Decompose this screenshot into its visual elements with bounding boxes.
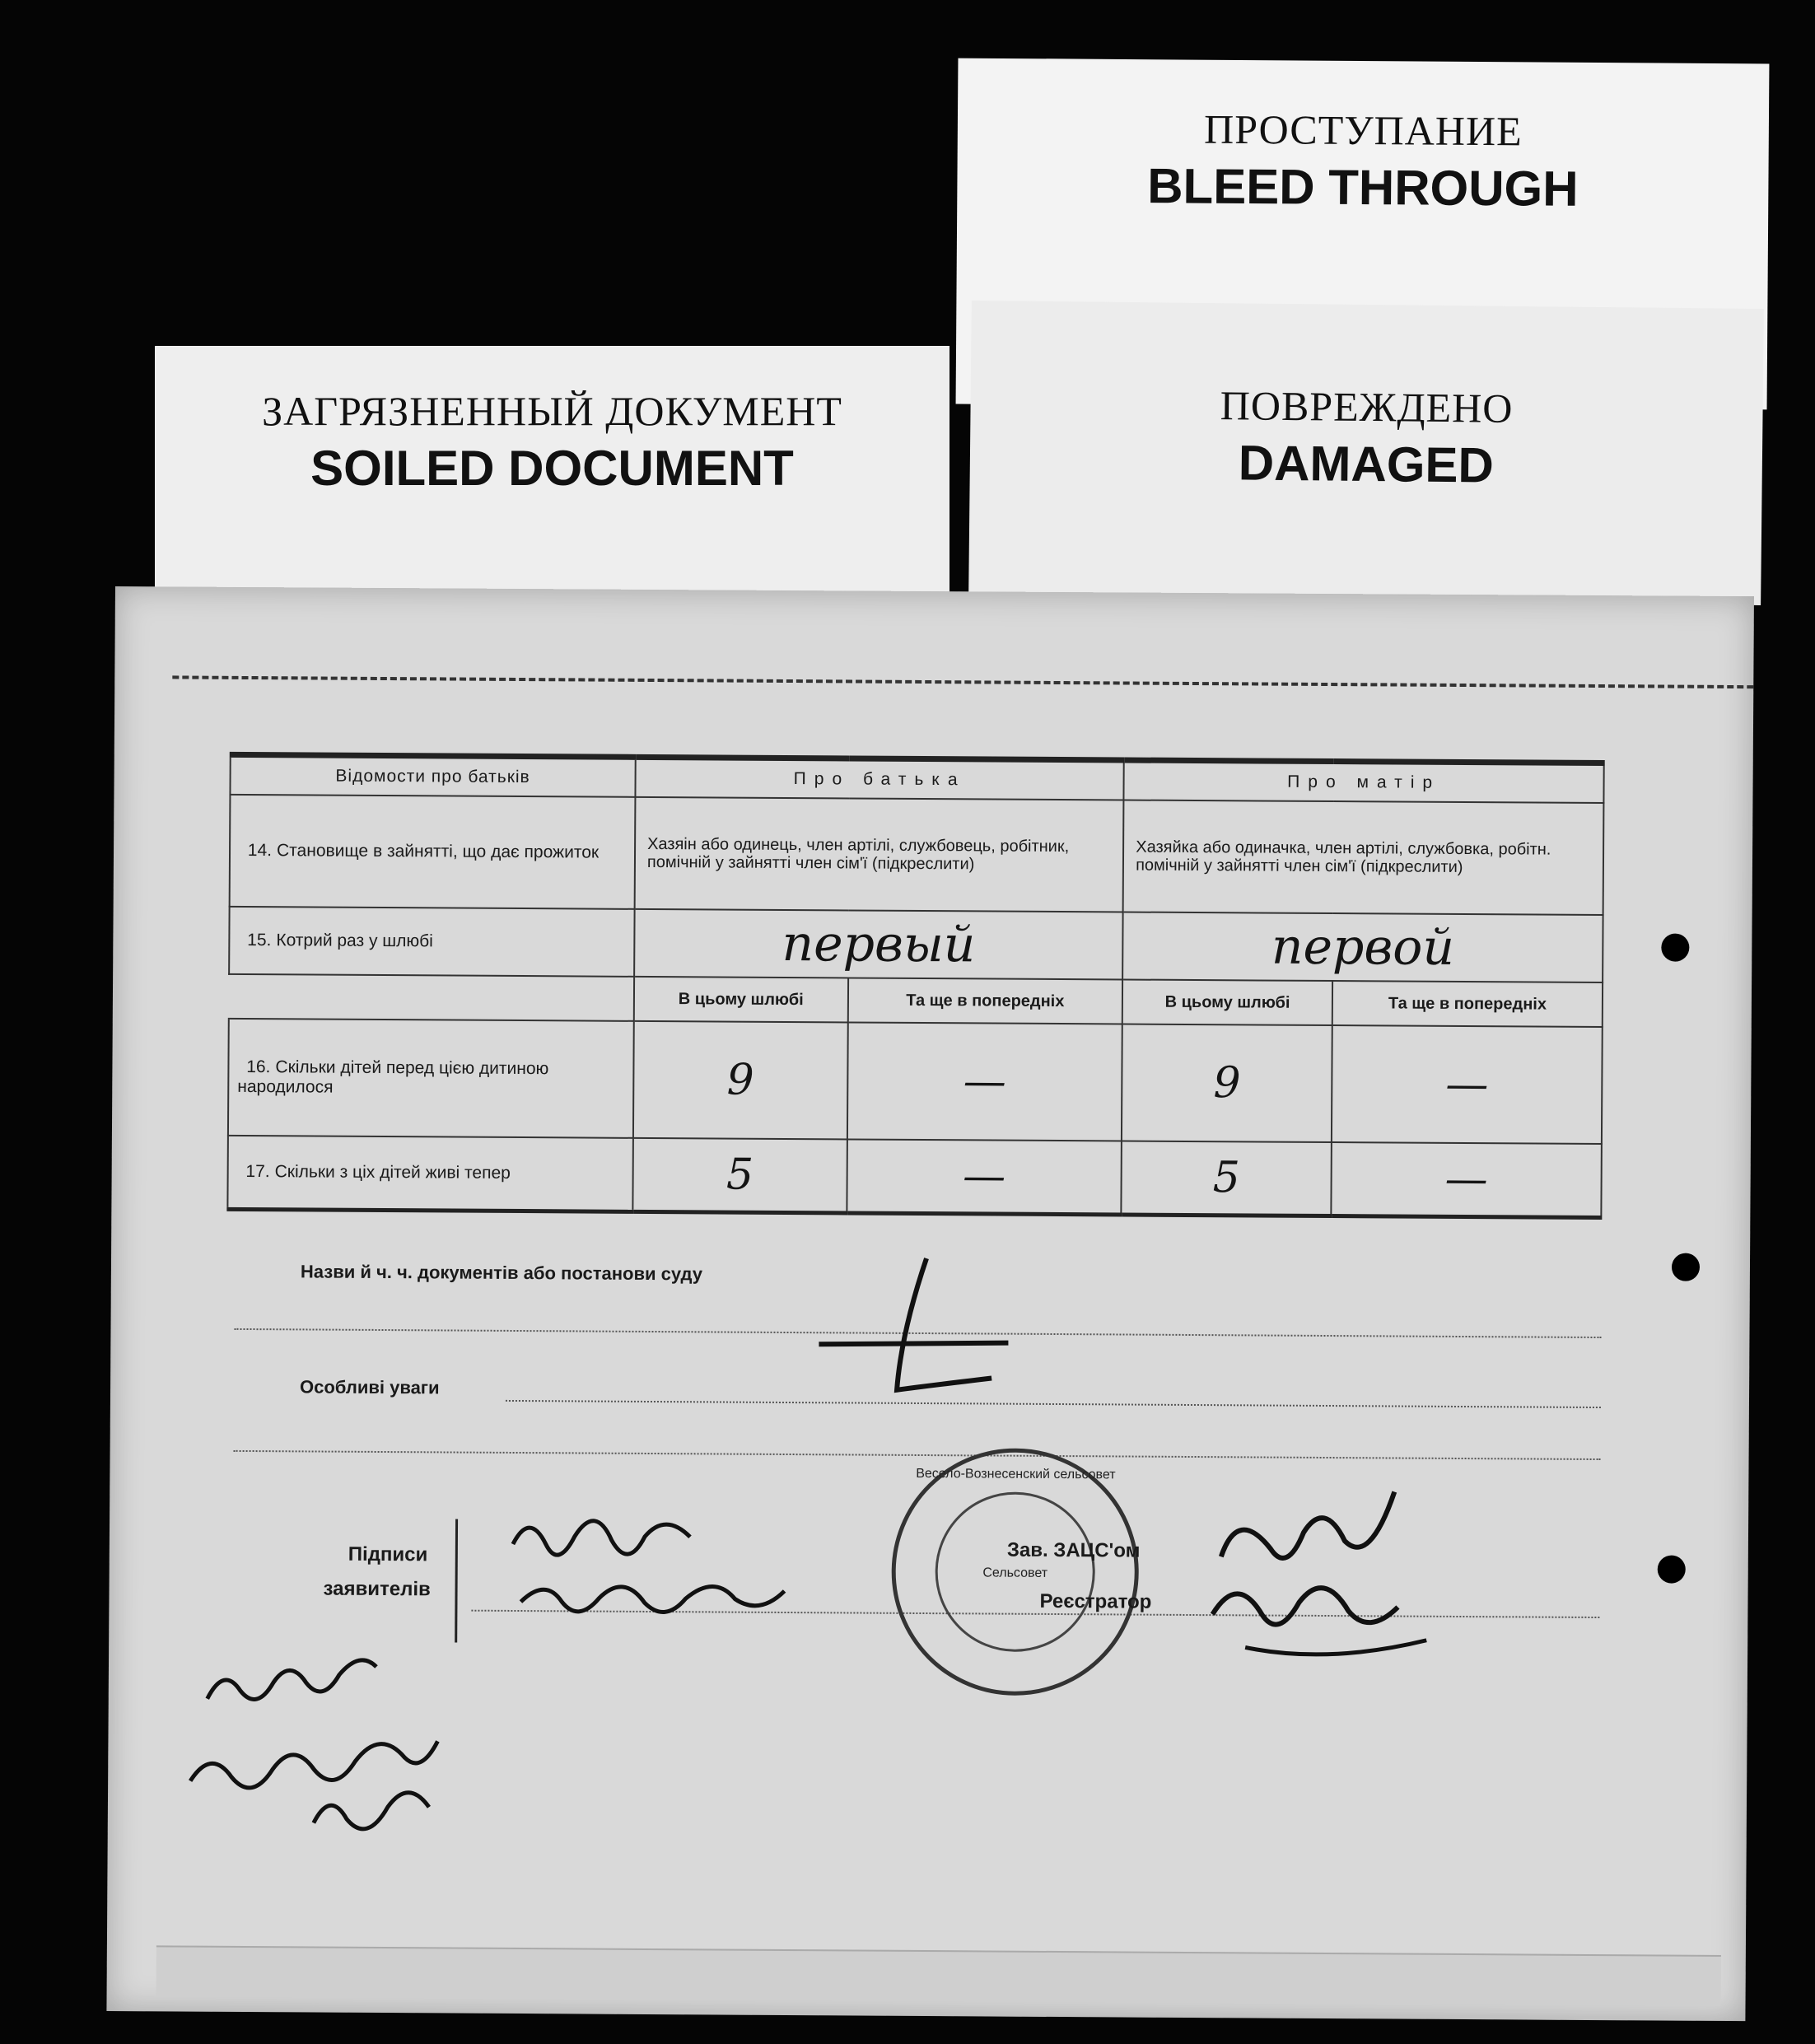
documents-handwriting-dash (802, 1233, 1017, 1416)
verification-note-handwriting (157, 1608, 505, 1849)
row17-mother-prev: — (1444, 1154, 1488, 1205)
damaged-en: DAMAGED (1238, 435, 1495, 493)
header-father: Про батька (635, 757, 1123, 800)
row15-mother (1122, 912, 1603, 982)
row17-mother-this: 5 (1212, 1153, 1240, 1203)
bleed-through-en: BLEED THROUGH (1146, 158, 1579, 217)
table-row (229, 907, 1603, 982)
soiled-document-ru: ЗАГРЯЗНЕННЫЙ ДОКУМЕНТ (262, 388, 842, 434)
official-signatures (1196, 1482, 1444, 1698)
stamp-outer-text: Весело-Вознесенский сельсовет (916, 1466, 1116, 1482)
official-stamp (891, 1448, 1140, 1696)
table-row (227, 1136, 1602, 1218)
signatures-label-1: Підписи (348, 1542, 428, 1566)
damaged-card (968, 301, 1764, 605)
row16-mother-this: 9 (1213, 1058, 1241, 1108)
documents-label: Назви й ч. ч. документів або постанови суду (300, 1261, 703, 1285)
table-row (228, 1019, 1603, 1144)
page-bottom-edge (156, 1945, 1721, 2006)
row16-label: 16. Скільки дітей перед цією дитиною народилося (228, 1019, 634, 1138)
row17-father-this: 5 (726, 1150, 754, 1200)
punch-hole (1658, 1555, 1686, 1583)
damaged-ru: ПОВРЕЖДЕНО (1220, 382, 1514, 432)
punch-hole (1672, 1253, 1700, 1281)
sub-mother-this: В цьому шлюбі (1122, 979, 1332, 1025)
head-of-registry-label: Зав. ЗАЦС'ом (1006, 1538, 1141, 1562)
sub-mother-prev: Та ще в попередніх (1332, 981, 1603, 1027)
row14-father: Хазяін або одинець, член артілі, службовець, робітник, помічній у зайнятті член сім'ї (підкреслити) (635, 797, 1124, 912)
row17-label: 17. Скільки з ціх дітей живі тепер (227, 1136, 633, 1212)
signatures-label-2: заявителів (323, 1577, 431, 1601)
table-row (230, 795, 1604, 915)
row15-father (634, 909, 1123, 980)
applicant-signatures (496, 1495, 892, 1645)
punch-hole (1661, 933, 1689, 961)
row16-father-prev: — (963, 1057, 1006, 1107)
sub-father-this: В цьому шлюбі (634, 977, 848, 1023)
row15-mother-handwriting: первой (1271, 917, 1455, 977)
parents-info-table (226, 752, 1604, 1220)
row14-mother: Хазяйка або одиначка, член артілі, службовка, робітн. помічній у зайнятті член сім'ї (підкреслити) (1123, 800, 1604, 915)
row16-mother-prev: — (1445, 1059, 1489, 1110)
soiled-document-card (155, 346, 949, 618)
header-mother: Про матір (1124, 760, 1604, 803)
document-page (106, 586, 1754, 2021)
bleed-through-ru: ПРОСТУПАНИЕ (1203, 105, 1523, 155)
soiled-document-en: SOILED DOCUMENT (310, 441, 794, 496)
special-notes-label: Особливі уваги (299, 1376, 440, 1398)
header-parents-info: Відомости про батьків (230, 754, 635, 797)
row17-father-prev: — (962, 1151, 1006, 1202)
special-notes-line (506, 1400, 1601, 1408)
row15-father-handwriting: первый (782, 914, 976, 974)
sub-father-prev: Та ще в попередніх (847, 978, 1122, 1024)
tear-line (172, 675, 1753, 688)
registrar-label: Реєстратор (1039, 1589, 1152, 1613)
row15-label: 15. Котрий раз у шлюбі (229, 907, 634, 977)
row14-label: 14. Становище в зайнятті, що дає прожиток (230, 795, 636, 909)
row16-father-this: 9 (726, 1055, 754, 1105)
extra-line (234, 1450, 1601, 1460)
stamp-inner-text: Сельсовет (982, 1566, 1048, 1580)
